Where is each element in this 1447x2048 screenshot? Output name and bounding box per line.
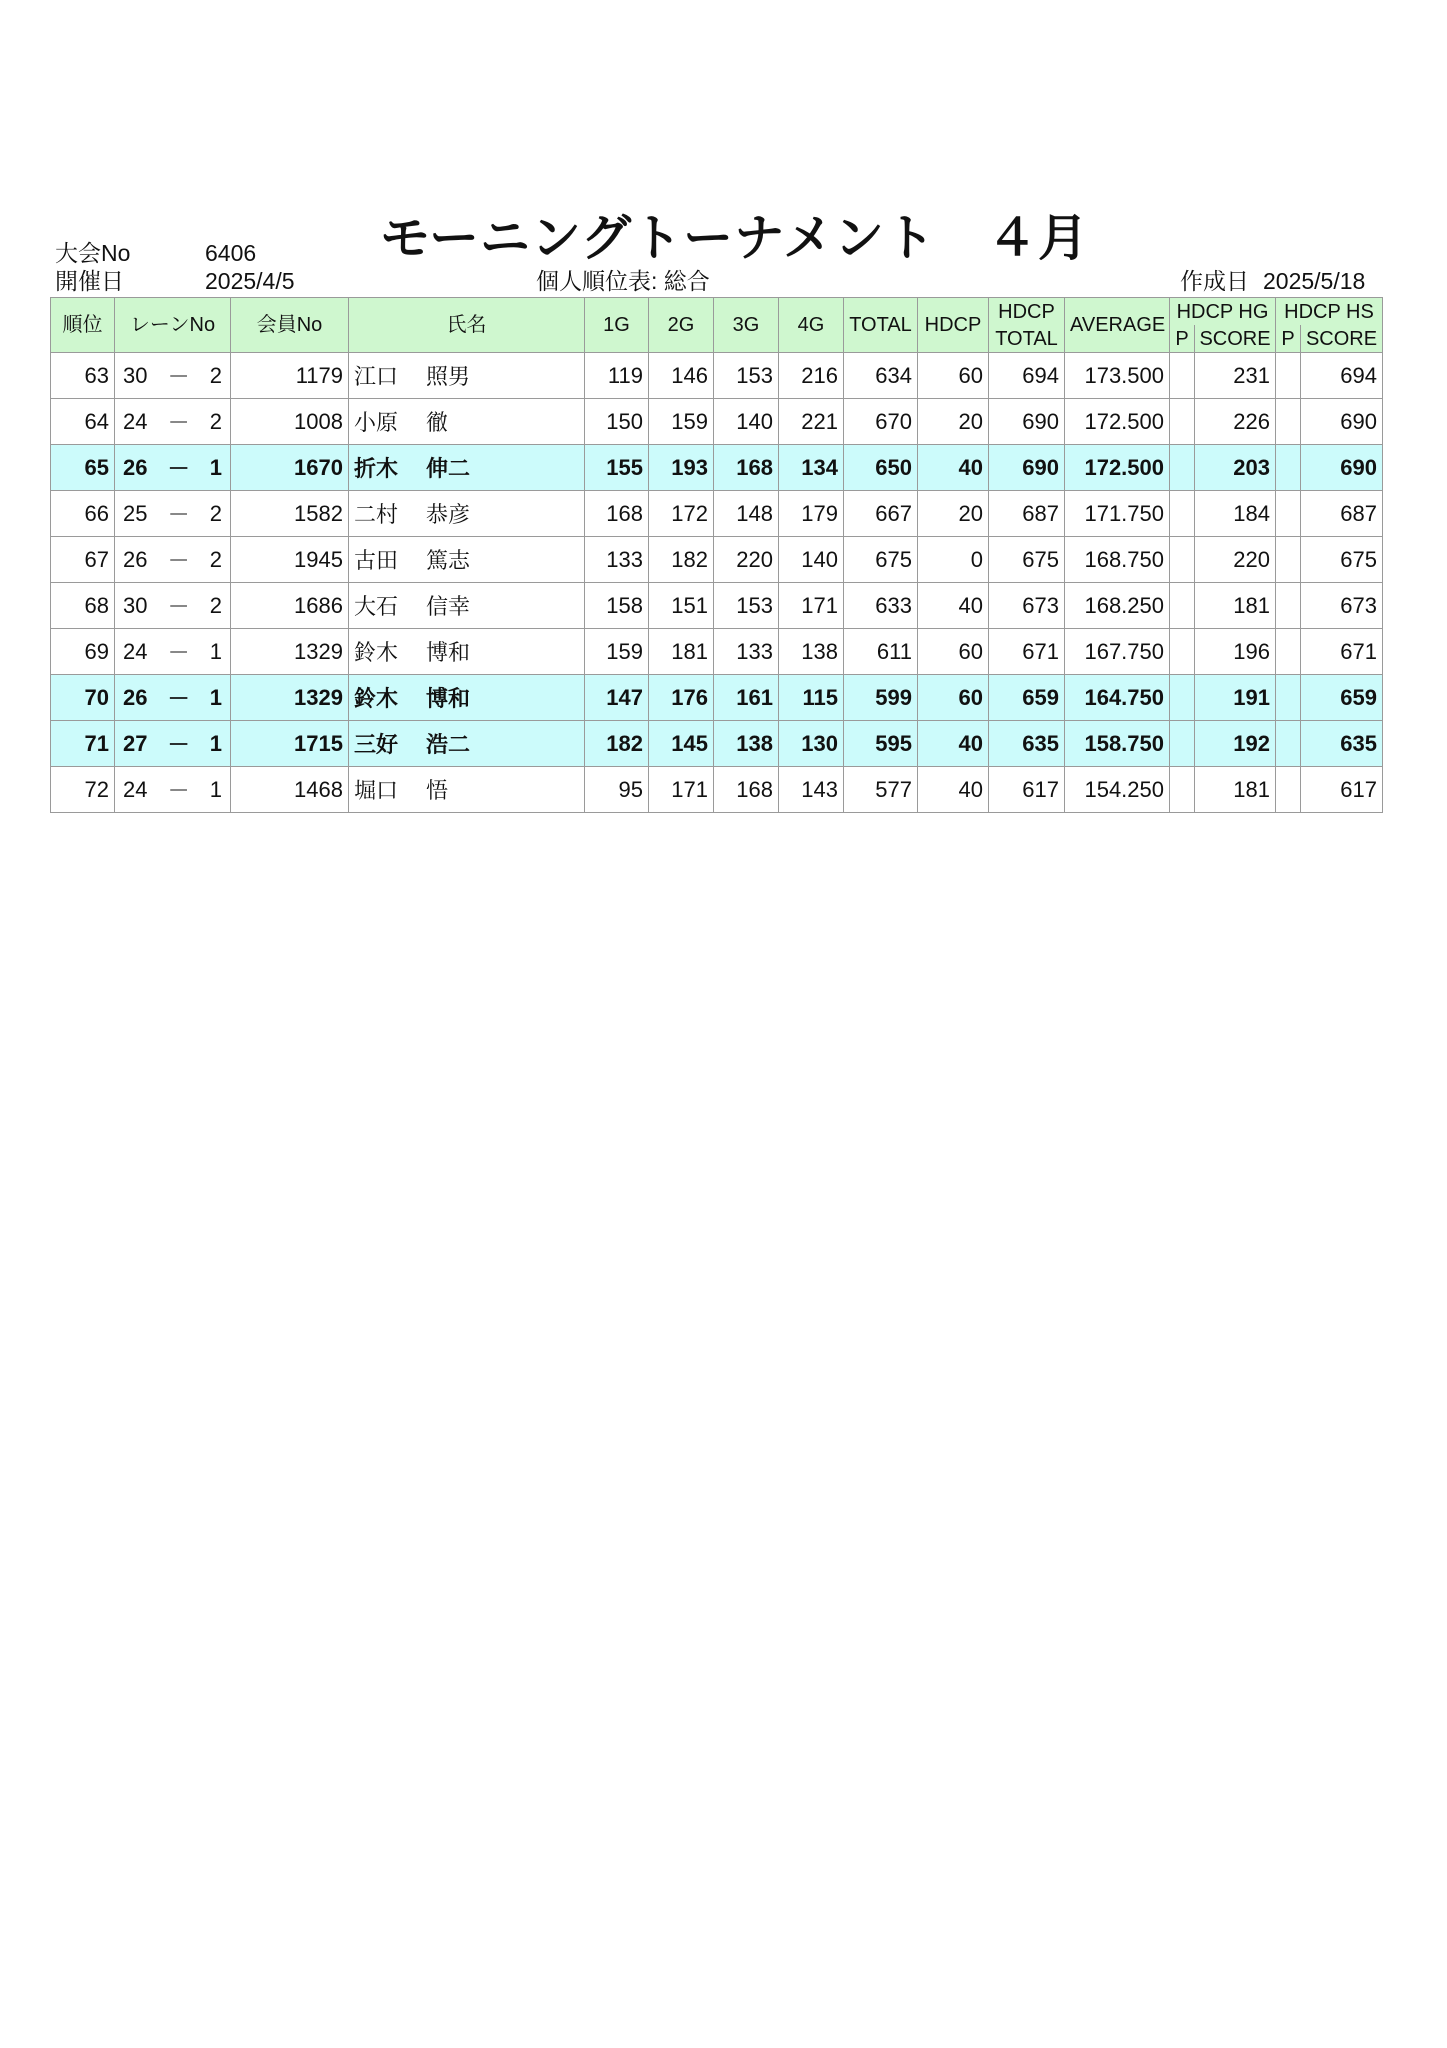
cell-hdcp-hs <box>1276 629 1383 675</box>
cell-hs-p <box>1276 399 1301 444</box>
cell-average: 171.750 <box>1065 491 1170 537</box>
cell-hdcp: 20 <box>918 491 989 537</box>
cell-lane <box>115 491 231 537</box>
cell-g4: 140 <box>779 537 844 583</box>
cell-hdcp-hs <box>1276 445 1383 491</box>
cell-hg-score: 184 <box>1233 500 1270 526</box>
cell-hg-p <box>1170 721 1195 766</box>
cell-g1: 147 <box>585 675 649 721</box>
cell-lane-separator: － <box>167 732 190 757</box>
cell-average: 158.750 <box>1065 721 1170 767</box>
cell-rank: 71 <box>51 721 115 767</box>
cell-lane <box>115 445 231 491</box>
cell-hg-score: 196 <box>1233 638 1270 664</box>
cell-total: 667 <box>844 491 918 537</box>
cell-g1: 119 <box>585 353 649 399</box>
col-g4: 4G <box>779 298 844 353</box>
table-row <box>51 445 1383 491</box>
table-header-row <box>51 298 1383 353</box>
cell-lane <box>115 583 231 629</box>
cell-given-name: 恭彦 <box>426 502 471 527</box>
cell-average: 172.500 <box>1065 399 1170 445</box>
col-hdcp-hs-score: SCORE <box>1300 325 1382 352</box>
cell-member-no: 1329 <box>231 629 349 675</box>
cell-lane-side: 2 <box>209 408 222 434</box>
cell-lane-separator: － <box>167 410 190 435</box>
cell-hg-p <box>1170 629 1195 674</box>
cell-member-no: 1945 <box>231 537 349 583</box>
cell-total: 599 <box>844 675 918 721</box>
cell-rank: 72 <box>51 767 115 813</box>
col-g1: 1G <box>585 298 649 353</box>
col-lane: レーンNo <box>115 298 231 353</box>
cell-g2: 171 <box>649 767 714 813</box>
cell-surname: 折木 <box>354 456 399 481</box>
cell-hdcp-hg <box>1170 353 1276 399</box>
cell-hs-score: 659 <box>1340 684 1377 710</box>
cell-given-name: 浩二 <box>426 732 471 757</box>
cell-hg-score: 220 <box>1233 546 1270 572</box>
cell-total: 577 <box>844 767 918 813</box>
cell-average: 164.750 <box>1065 675 1170 721</box>
cell-lane <box>115 629 231 675</box>
cell-lane-separator: － <box>167 548 190 573</box>
cell-hdcp-total: 635 <box>989 721 1065 767</box>
cell-hs-p <box>1276 353 1301 398</box>
cell-g4: 171 <box>779 583 844 629</box>
cell-name <box>349 491 585 537</box>
cell-total: 650 <box>844 445 918 491</box>
cell-given-name: 悟 <box>426 778 449 803</box>
cell-average: 172.500 <box>1065 445 1170 491</box>
col-member: 会員No <box>231 298 349 353</box>
table-row <box>51 721 1383 767</box>
cell-surname: 三好 <box>354 732 399 757</box>
cell-surname: 堀口 <box>354 778 399 803</box>
cell-hs-score: 690 <box>1340 454 1377 480</box>
cell-hs-p <box>1276 583 1301 628</box>
cell-hdcp: 60 <box>918 675 989 721</box>
cell-name <box>349 537 585 583</box>
cell-g3: 138 <box>714 721 779 767</box>
cell-hg-p <box>1170 537 1195 582</box>
cell-g1: 155 <box>585 445 649 491</box>
cell-hdcp-hs <box>1276 537 1383 583</box>
table-row <box>51 353 1383 399</box>
cell-hdcp: 20 <box>918 399 989 445</box>
cell-lane-separator: － <box>167 502 190 527</box>
cell-member-no: 1670 <box>231 445 349 491</box>
cell-average: 168.250 <box>1065 583 1170 629</box>
table-row <box>51 767 1383 813</box>
cell-hdcp: 40 <box>918 583 989 629</box>
cell-name <box>349 767 585 813</box>
table-row <box>51 675 1383 721</box>
cell-hg-p <box>1170 675 1195 720</box>
cell-hg-p <box>1170 445 1195 490</box>
cell-lane-separator: － <box>167 364 190 389</box>
cell-hdcp-hg <box>1170 583 1276 629</box>
cell-hdcp-total: 690 <box>989 445 1065 491</box>
cell-lane-side: 1 <box>209 730 222 756</box>
cell-lane-separator: － <box>167 640 190 665</box>
cell-lane-number: 25 <box>123 500 148 526</box>
cell-lane-separator: － <box>167 594 190 619</box>
cell-member-no: 1008 <box>231 399 349 445</box>
cell-average: 154.250 <box>1065 767 1170 813</box>
cell-hs-score: 690 <box>1340 408 1377 434</box>
cell-hdcp: 0 <box>918 537 989 583</box>
cell-rank: 69 <box>51 629 115 675</box>
cell-lane-side: 2 <box>209 500 222 526</box>
cell-g2: 182 <box>649 537 714 583</box>
cell-total: 634 <box>844 353 918 399</box>
cell-lane-side: 2 <box>209 362 222 388</box>
cell-hdcp-hs <box>1276 583 1383 629</box>
cell-hs-p <box>1276 491 1301 536</box>
cell-hs-score: 675 <box>1340 546 1377 572</box>
cell-hdcp: 40 <box>918 445 989 491</box>
cell-lane-side: 1 <box>209 776 222 802</box>
cell-average: 173.500 <box>1065 353 1170 399</box>
cell-surname: 小原 <box>354 410 399 435</box>
cell-given-name: 博和 <box>426 686 471 711</box>
cell-g3: 168 <box>714 767 779 813</box>
cell-g4: 115 <box>779 675 844 721</box>
cell-hs-p <box>1276 445 1301 490</box>
event-date: 2025/4/5 <box>205 268 295 294</box>
cell-g2: 151 <box>649 583 714 629</box>
cell-lane-separator: － <box>167 778 190 803</box>
cell-rank: 67 <box>51 537 115 583</box>
cell-g3: 133 <box>714 629 779 675</box>
col-hdcp-hg-title: HDCP HG <box>1176 300 1269 323</box>
cell-hdcp-hg <box>1170 629 1276 675</box>
cell-lane <box>115 675 231 721</box>
cell-hs-p <box>1276 721 1301 766</box>
col-hdcp-hs-p: P <box>1281 327 1295 350</box>
cell-g3: 161 <box>714 675 779 721</box>
cell-name <box>349 399 585 445</box>
cell-lane-separator: － <box>167 456 190 481</box>
cell-hdcp-hs <box>1276 399 1383 445</box>
cell-hdcp-total: 687 <box>989 491 1065 537</box>
cell-hdcp-total: 694 <box>989 353 1065 399</box>
cell-g1: 182 <box>585 721 649 767</box>
cell-hg-p <box>1170 399 1195 444</box>
cell-rank: 64 <box>51 399 115 445</box>
report-subtitle: 個人順位表: 総合 <box>536 268 710 294</box>
cell-g1: 168 <box>585 491 649 537</box>
col-hdcp-hg-p: P <box>1175 327 1189 350</box>
cell-hg-p <box>1170 767 1195 812</box>
cell-g2: 193 <box>649 445 714 491</box>
cell-name <box>349 629 585 675</box>
cell-hg-score: 203 <box>1233 454 1270 480</box>
cell-g1: 150 <box>585 399 649 445</box>
table-row <box>51 537 1383 583</box>
cell-g1: 159 <box>585 629 649 675</box>
table-row <box>51 491 1383 537</box>
col-average: AVERAGE <box>1065 298 1170 353</box>
cell-hg-score: 191 <box>1233 684 1270 710</box>
col-hdcp-hg <box>1170 298 1276 353</box>
cell-hdcp-total: 659 <box>989 675 1065 721</box>
col-hdcp-hs-title: HDCP HS <box>1284 300 1374 323</box>
cell-lane <box>115 537 231 583</box>
cell-hs-p <box>1276 675 1301 720</box>
cell-surname: 古田 <box>354 548 399 573</box>
table-row <box>51 629 1383 675</box>
cell-total: 670 <box>844 399 918 445</box>
cell-hdcp-hs <box>1276 491 1383 537</box>
cell-g4: 130 <box>779 721 844 767</box>
tournament-no: 6406 <box>205 240 257 266</box>
cell-g4: 216 <box>779 353 844 399</box>
cell-lane <box>115 767 231 813</box>
cell-hs-score: 687 <box>1340 500 1377 526</box>
cell-hdcp-total: 617 <box>989 767 1065 813</box>
cell-member-no: 1329 <box>231 675 349 721</box>
created-date: 2025/5/18 <box>1263 268 1366 294</box>
cell-hdcp-hg <box>1170 537 1276 583</box>
cell-g4: 134 <box>779 445 844 491</box>
cell-lane-side: 1 <box>209 454 222 480</box>
cell-hdcp-hs <box>1276 721 1383 767</box>
cell-g3: 140 <box>714 399 779 445</box>
cell-member-no: 1179 <box>231 353 349 399</box>
cell-hdcp: 40 <box>918 767 989 813</box>
cell-lane-number: 30 <box>123 362 148 388</box>
cell-g2: 159 <box>649 399 714 445</box>
cell-lane-number: 26 <box>123 454 148 480</box>
cell-g3: 168 <box>714 445 779 491</box>
cell-hg-score: 231 <box>1233 362 1270 388</box>
cell-hs-score: 694 <box>1340 362 1377 388</box>
cell-lane-number: 24 <box>123 408 148 434</box>
cell-hdcp-total: 690 <box>989 399 1065 445</box>
cell-g4: 143 <box>779 767 844 813</box>
cell-surname: 江口 <box>354 364 399 389</box>
cell-lane <box>115 353 231 399</box>
cell-g3: 153 <box>714 353 779 399</box>
cell-average: 167.750 <box>1065 629 1170 675</box>
cell-hdcp-hg <box>1170 399 1276 445</box>
cell-rank: 70 <box>51 675 115 721</box>
cell-g4: 138 <box>779 629 844 675</box>
cell-hg-score: 181 <box>1233 592 1270 618</box>
cell-given-name: 篤志 <box>426 548 471 573</box>
cell-member-no: 1715 <box>231 721 349 767</box>
cell-hdcp-hg <box>1170 445 1276 491</box>
cell-lane-separator: － <box>167 686 190 711</box>
cell-given-name: 照男 <box>426 364 471 389</box>
ranking-table <box>50 297 1383 813</box>
col-hdcp-total <box>989 298 1065 353</box>
cell-rank: 63 <box>51 353 115 399</box>
cell-total: 675 <box>844 537 918 583</box>
cell-lane-number: 30 <box>123 592 148 618</box>
col-hdcp-total-line2: TOTAL <box>995 327 1058 350</box>
page-title: モーニングトーナメント ４月 <box>380 210 1089 266</box>
cell-g1: 95 <box>585 767 649 813</box>
cell-g2: 146 <box>649 353 714 399</box>
cell-hg-score: 192 <box>1233 730 1270 756</box>
cell-lane-number: 26 <box>123 546 148 572</box>
cell-rank: 68 <box>51 583 115 629</box>
cell-member-no: 1582 <box>231 491 349 537</box>
cell-name <box>349 675 585 721</box>
cell-g2: 172 <box>649 491 714 537</box>
cell-g3: 148 <box>714 491 779 537</box>
cell-g4: 179 <box>779 491 844 537</box>
cell-hdcp: 40 <box>918 721 989 767</box>
col-name: 氏名 <box>349 298 585 353</box>
col-hdcp-hs <box>1276 298 1383 353</box>
cell-g2: 176 <box>649 675 714 721</box>
cell-given-name: 伸二 <box>426 456 471 481</box>
col-hdcp: HDCP <box>918 298 989 353</box>
col-hdcp-hg-score: SCORE <box>1194 325 1275 352</box>
cell-lane-number: 24 <box>123 638 148 664</box>
cell-average: 168.750 <box>1065 537 1170 583</box>
cell-name <box>349 721 585 767</box>
cell-g3: 220 <box>714 537 779 583</box>
cell-total: 595 <box>844 721 918 767</box>
cell-g1: 133 <box>585 537 649 583</box>
cell-hs-p <box>1276 767 1301 812</box>
cell-hdcp-hg <box>1170 491 1276 537</box>
cell-hs-p <box>1276 629 1301 674</box>
cell-g4: 221 <box>779 399 844 445</box>
col-rank: 順位 <box>51 298 115 353</box>
col-hdcp-total-line1: HDCP <box>998 300 1055 323</box>
cell-lane <box>115 399 231 445</box>
cell-hdcp-hs <box>1276 353 1383 399</box>
cell-hg-p <box>1170 491 1195 536</box>
cell-lane-side: 1 <box>209 638 222 664</box>
cell-hg-p <box>1170 583 1195 628</box>
cell-hs-score: 635 <box>1340 730 1377 756</box>
cell-rank: 65 <box>51 445 115 491</box>
cell-hdcp-hg <box>1170 767 1276 813</box>
cell-hdcp-hg <box>1170 675 1276 721</box>
cell-given-name: 徹 <box>426 410 449 435</box>
cell-hdcp-hs <box>1276 767 1383 813</box>
cell-given-name: 博和 <box>426 640 471 665</box>
cell-surname: 大石 <box>354 594 399 619</box>
cell-name <box>349 583 585 629</box>
col-g3: 3G <box>714 298 779 353</box>
cell-hdcp-total: 675 <box>989 537 1065 583</box>
cell-g3: 153 <box>714 583 779 629</box>
cell-hg-score: 226 <box>1233 408 1270 434</box>
date-label: 開催日 <box>55 268 124 294</box>
cell-name <box>349 353 585 399</box>
table-row <box>51 399 1383 445</box>
cell-member-no: 1686 <box>231 583 349 629</box>
cell-lane-number: 26 <box>123 684 148 710</box>
cell-lane-number: 24 <box>123 776 148 802</box>
cell-lane-side: 2 <box>209 546 222 572</box>
cell-hs-p <box>1276 537 1301 582</box>
cell-surname: 鈴木 <box>354 640 399 665</box>
cell-total: 611 <box>844 629 918 675</box>
cell-hg-score: 181 <box>1233 776 1270 802</box>
cell-hdcp-total: 671 <box>989 629 1065 675</box>
cell-hdcp: 60 <box>918 353 989 399</box>
cell-lane-number: 27 <box>123 730 148 756</box>
cell-hs-score: 671 <box>1340 638 1377 664</box>
cell-hs-score: 617 <box>1340 776 1377 802</box>
cell-member-no: 1468 <box>231 767 349 813</box>
table-row <box>51 583 1383 629</box>
cell-hg-p <box>1170 353 1195 398</box>
col-total: TOTAL <box>844 298 918 353</box>
cell-hs-score: 673 <box>1340 592 1377 618</box>
cell-hdcp: 60 <box>918 629 989 675</box>
cell-total: 633 <box>844 583 918 629</box>
tournament-no-label: 大会No <box>55 240 131 266</box>
cell-lane <box>115 721 231 767</box>
created-label: 作成日 <box>1180 268 1249 294</box>
cell-lane-side: 2 <box>209 592 222 618</box>
col-g2: 2G <box>649 298 714 353</box>
cell-surname: 二村 <box>354 502 399 527</box>
cell-hdcp-hg <box>1170 721 1276 767</box>
cell-hdcp-total: 673 <box>989 583 1065 629</box>
cell-rank: 66 <box>51 491 115 537</box>
cell-g2: 181 <box>649 629 714 675</box>
cell-g1: 158 <box>585 583 649 629</box>
cell-g2: 145 <box>649 721 714 767</box>
cell-hdcp-hs <box>1276 675 1383 721</box>
cell-lane-side: 1 <box>209 684 222 710</box>
cell-surname: 鈴木 <box>354 686 399 711</box>
cell-name <box>349 445 585 491</box>
cell-given-name: 信幸 <box>426 594 471 619</box>
